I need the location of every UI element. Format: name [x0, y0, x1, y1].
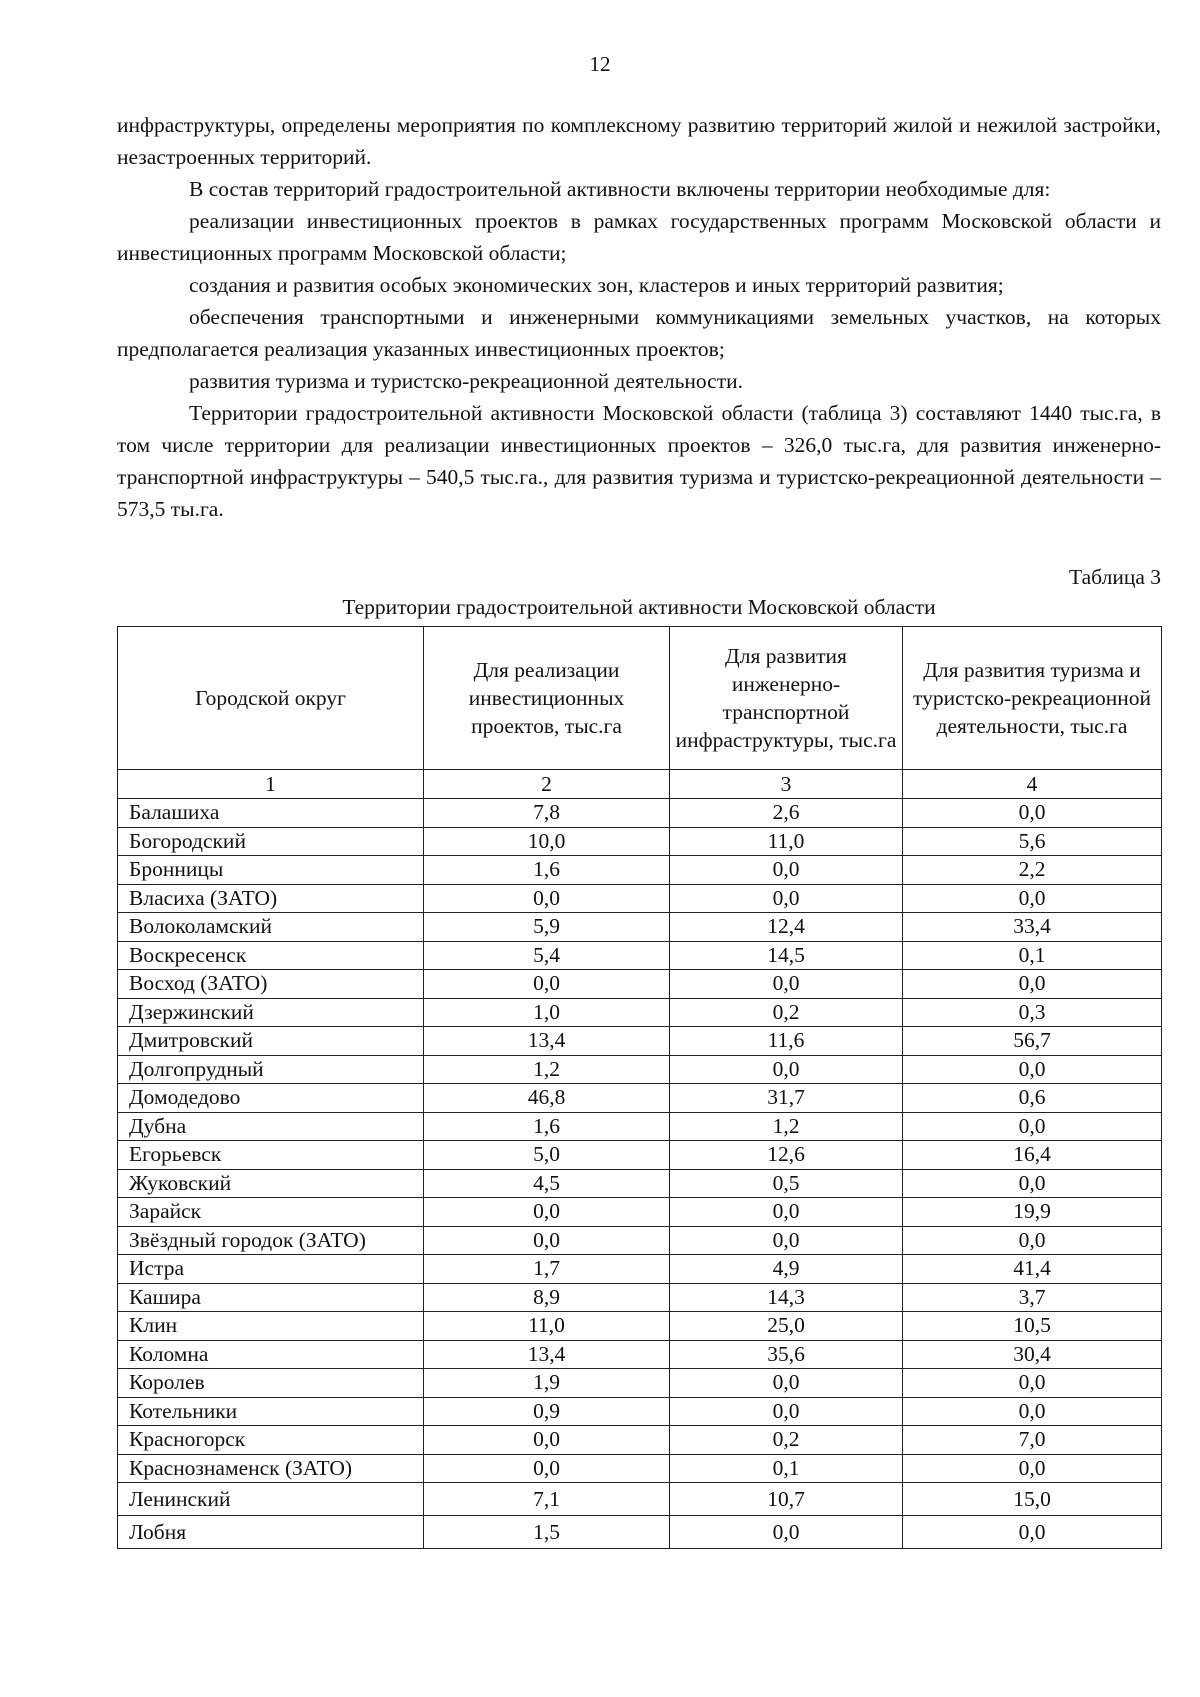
value-cell: 0,0: [903, 1169, 1162, 1198]
table-caption: Территории градостроительной активности Московской области: [342, 595, 936, 619]
district-name-cell: Лобня: [118, 1516, 424, 1549]
value-cell: 0,0: [903, 1454, 1162, 1483]
district-name-cell: Восход (ЗАТО): [118, 970, 424, 999]
value-cell: 0,6: [903, 1084, 1162, 1113]
table-row: [118, 1198, 1162, 1227]
column-number: 2: [424, 770, 670, 799]
header-cell: Для развития туризма и туристско-рекреационной деятельности, тыс.га: [903, 627, 1162, 770]
value-cell: 0,2: [670, 998, 903, 1027]
table-row: [118, 1397, 1162, 1426]
body-text: [117, 109, 1161, 525]
district-name-cell: Дубна: [118, 1112, 424, 1141]
value-cell: 41,4: [903, 1255, 1162, 1284]
district-name-cell: Долгопрудный: [118, 1055, 424, 1084]
value-cell: 0,0: [670, 1516, 903, 1549]
district-name-cell: Котельники: [118, 1397, 424, 1426]
paragraph: реализации инвестиционных проектов в рамках государственных программ Московской области и инвестиционных программ Московской области;: [117, 209, 1161, 265]
value-cell: 13,4: [424, 1340, 670, 1369]
table-row: [118, 941, 1162, 970]
paragraph: Территории градостроительной активности Московской области (таблица 3) составляют 1440 тыс.га, в том числе территории для реализации инвестиционных проектов – 326,0 тыс.га, для развития инженерно-транспортной инфраструктуры – 540,5 тыс.га., для развития туризма и туристско-рекреационной деятельности – 573,5 ты.га.: [117, 401, 1161, 521]
district-name-cell: Ленинский: [118, 1483, 424, 1516]
value-cell: 0,0: [670, 856, 903, 885]
table-row: [118, 827, 1162, 856]
value-cell: 0,0: [903, 1516, 1162, 1549]
value-cell: 0,0: [670, 970, 903, 999]
table-row: [118, 1283, 1162, 1312]
value-cell: 0,0: [903, 799, 1162, 828]
value-cell: 11,0: [670, 827, 903, 856]
value-cell: 0,0: [670, 1397, 903, 1426]
district-name-cell: Клин: [118, 1312, 424, 1341]
table-row: [118, 998, 1162, 1027]
value-cell: 2,2: [903, 856, 1162, 885]
territories-table: [117, 626, 1162, 1549]
district-name-cell: Егорьевск: [118, 1141, 424, 1170]
value-cell: 0,0: [424, 884, 670, 913]
value-cell: 5,0: [424, 1141, 670, 1170]
value-cell: 1,0: [424, 998, 670, 1027]
paragraph: создания и развития особых экономических зон, кластеров и иных территорий развития;: [189, 273, 1004, 297]
value-cell: 0,0: [903, 1226, 1162, 1255]
district-name-cell: Балашиха: [118, 799, 424, 828]
value-cell: 10,5: [903, 1312, 1162, 1341]
value-cell: 0,1: [903, 941, 1162, 970]
value-cell: 0,1: [670, 1454, 903, 1483]
value-cell: 7,1: [424, 1483, 670, 1516]
district-name-cell: Королев: [118, 1369, 424, 1398]
table-row: [118, 970, 1162, 999]
table-row: [118, 1226, 1162, 1255]
table-row: [118, 884, 1162, 913]
value-cell: 0,0: [670, 1198, 903, 1227]
value-cell: 4,9: [670, 1255, 903, 1284]
district-name-cell: Жуковский: [118, 1169, 424, 1198]
table-row: [118, 1516, 1162, 1549]
value-cell: 7,8: [424, 799, 670, 828]
value-cell: 11,0: [424, 1312, 670, 1341]
value-cell: 0,0: [903, 1369, 1162, 1398]
district-name-cell: Домодедово: [118, 1084, 424, 1113]
value-cell: 14,5: [670, 941, 903, 970]
value-cell: 35,6: [670, 1340, 903, 1369]
table-row: [118, 799, 1162, 828]
district-name-cell: Богородский: [118, 827, 424, 856]
table-row: [118, 1255, 1162, 1284]
table-row: [118, 856, 1162, 885]
table-row: [118, 913, 1162, 942]
district-name-cell: Власиха (ЗАТО): [118, 884, 424, 913]
value-cell: 0,0: [424, 970, 670, 999]
value-cell: 5,9: [424, 913, 670, 942]
value-cell: 0,3: [903, 998, 1162, 1027]
table-row: [118, 1426, 1162, 1455]
column-number-row: [118, 770, 1162, 799]
header-cell: Городской округ: [118, 627, 424, 770]
value-cell: 1,7: [424, 1255, 670, 1284]
table-row: [118, 1340, 1162, 1369]
paragraph: В состав территорий градостроительной активности включены территории необходимые для:: [189, 177, 1051, 201]
value-cell: 0,0: [903, 970, 1162, 999]
value-cell: 25,0: [670, 1312, 903, 1341]
district-name-cell: Волоколамский: [118, 913, 424, 942]
district-name-cell: Бронницы: [118, 856, 424, 885]
value-cell: 7,0: [903, 1426, 1162, 1455]
district-name-cell: Коломна: [118, 1340, 424, 1369]
value-cell: 12,4: [670, 913, 903, 942]
value-cell: 1,2: [424, 1055, 670, 1084]
paragraph: обеспечения транспортными и инженерными коммуникациями земельных участков, на которых предполагается реализация указанных инвестиционных проектов;: [117, 305, 1161, 361]
paragraph: развития туризма и туристско-рекреационной деятельности.: [189, 369, 743, 393]
value-cell: 0,0: [903, 1112, 1162, 1141]
table-row: [118, 1141, 1162, 1170]
value-cell: 4,5: [424, 1169, 670, 1198]
table-row: [118, 1084, 1162, 1113]
value-cell: 0,0: [670, 1055, 903, 1084]
district-name-cell: Краснознаменск (ЗАТО): [118, 1454, 424, 1483]
value-cell: 10,7: [670, 1483, 903, 1516]
value-cell: 0,0: [903, 884, 1162, 913]
header-cell: Для развития инженерно-транспортной инфраструктуры, тыс.га: [670, 627, 903, 770]
table-row: [118, 1169, 1162, 1198]
district-name-cell: Воскресенск: [118, 941, 424, 970]
table-row: [118, 1027, 1162, 1056]
value-cell: 56,7: [903, 1027, 1162, 1056]
column-number: 1: [118, 770, 424, 799]
table-row: [118, 1483, 1162, 1516]
value-cell: 0,0: [424, 1226, 670, 1255]
value-cell: 0,0: [670, 1369, 903, 1398]
page-number: 12: [589, 52, 611, 76]
value-cell: 14,3: [670, 1283, 903, 1312]
value-cell: 1,2: [670, 1112, 903, 1141]
value-cell: 11,6: [670, 1027, 903, 1056]
table-row: [118, 1312, 1162, 1341]
district-name-cell: Звёздный городок (ЗАТО): [118, 1226, 424, 1255]
value-cell: 1,9: [424, 1369, 670, 1398]
value-cell: 13,4: [424, 1027, 670, 1056]
value-cell: 3,7: [903, 1283, 1162, 1312]
value-cell: 16,4: [903, 1141, 1162, 1170]
table-label: Таблица 3: [1069, 565, 1161, 589]
header-cell: Для реализации инвестиционных проектов, тыс.га: [424, 627, 670, 770]
value-cell: 0,0: [670, 1226, 903, 1255]
value-cell: 46,8: [424, 1084, 670, 1113]
district-name-cell: Кашира: [118, 1283, 424, 1312]
value-cell: 12,6: [670, 1141, 903, 1170]
value-cell: 1,6: [424, 1112, 670, 1141]
paragraph: инфраструктуры, определены мероприятия по комплексному развитию территорий жилой и нежилой застройки, незастроенных территорий.: [117, 113, 1161, 169]
table-row: [118, 1454, 1162, 1483]
value-cell: 31,7: [670, 1084, 903, 1113]
table-row: [118, 1369, 1162, 1398]
column-number: 4: [903, 770, 1162, 799]
value-cell: 5,6: [903, 827, 1162, 856]
value-cell: 33,4: [903, 913, 1162, 942]
value-cell: 0,0: [670, 884, 903, 913]
district-name-cell: Дзержинский: [118, 998, 424, 1027]
value-cell: 0,0: [424, 1426, 670, 1455]
value-cell: 0,2: [670, 1426, 903, 1455]
value-cell: 0,0: [903, 1397, 1162, 1426]
value-cell: 1,6: [424, 856, 670, 885]
district-name-cell: Красногорск: [118, 1426, 424, 1455]
table-row: [118, 1055, 1162, 1084]
value-cell: 0,0: [903, 1055, 1162, 1084]
value-cell: 10,0: [424, 827, 670, 856]
district-name-cell: Зарайск: [118, 1198, 424, 1227]
value-cell: 1,5: [424, 1516, 670, 1549]
value-cell: 2,6: [670, 799, 903, 828]
column-number: 3: [670, 770, 903, 799]
value-cell: 0,9: [424, 1397, 670, 1426]
value-cell: 30,4: [903, 1340, 1162, 1369]
value-cell: 0,0: [424, 1198, 670, 1227]
value-cell: 5,4: [424, 941, 670, 970]
district-name-cell: Истра: [118, 1255, 424, 1284]
district-name-cell: Дмитровский: [118, 1027, 424, 1056]
value-cell: 0,5: [670, 1169, 903, 1198]
value-cell: 19,9: [903, 1198, 1162, 1227]
value-cell: 15,0: [903, 1483, 1162, 1516]
table-header-row: [118, 627, 1162, 770]
value-cell: 8,9: [424, 1283, 670, 1312]
table-body: [118, 799, 1162, 1549]
value-cell: 0,0: [424, 1454, 670, 1483]
table-row: [118, 1112, 1162, 1141]
